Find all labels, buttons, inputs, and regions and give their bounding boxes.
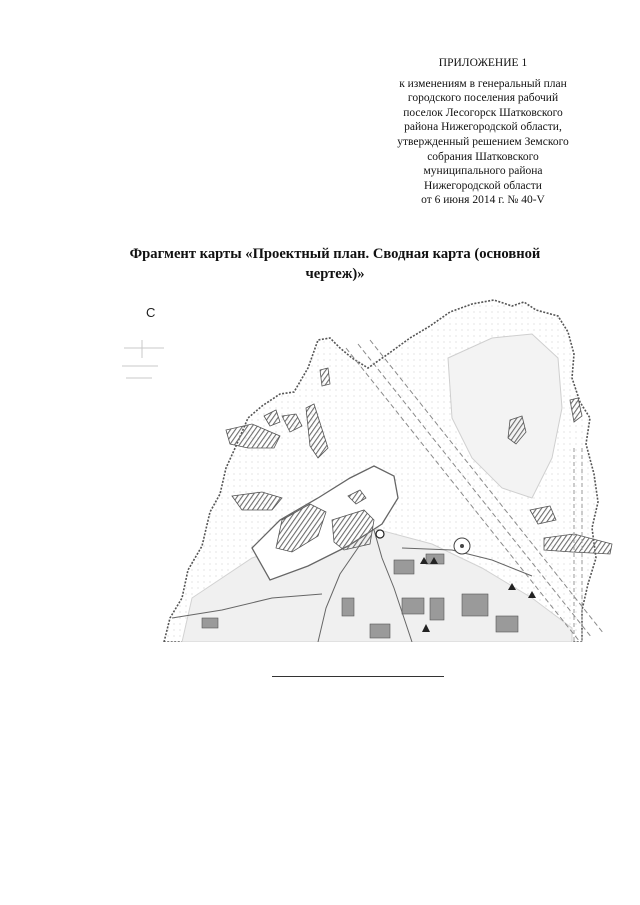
appendix-line: утвержденный решением Земского	[397, 135, 569, 148]
appendix-line: от 6 июня 2014 г. № 40-V	[421, 194, 545, 207]
appendix-line: района Нижегородской области,	[404, 121, 562, 134]
appendix-line: Нижегородской области	[424, 179, 542, 192]
appendix-line: муниципального района	[423, 165, 543, 178]
map-fragment	[112, 298, 624, 642]
north-arrow-label: С	[146, 305, 156, 320]
appendix-line: поселок Лесогорск Шатковского	[403, 106, 563, 119]
map-fragment-title-line1: Фрагмент карты «Проектный план. Сводная карта (основной	[129, 246, 541, 262]
faint-legend-marks	[122, 340, 164, 378]
map-fragment-drawing	[112, 298, 624, 642]
map-fragment-title-line2: чертеж)»	[305, 266, 365, 282]
appendix-line: собрания Шатковского	[427, 150, 539, 163]
footnote-divider	[272, 676, 444, 677]
map-fragment-title	[100, 244, 570, 284]
appendix-line: к изменениям в генеральный план	[399, 77, 567, 90]
appendix-line: городского поселения рабочий	[407, 92, 559, 105]
appendix-title: ПРИЛОЖЕНИЕ 1	[438, 57, 528, 69]
appendix-header	[372, 56, 594, 208]
